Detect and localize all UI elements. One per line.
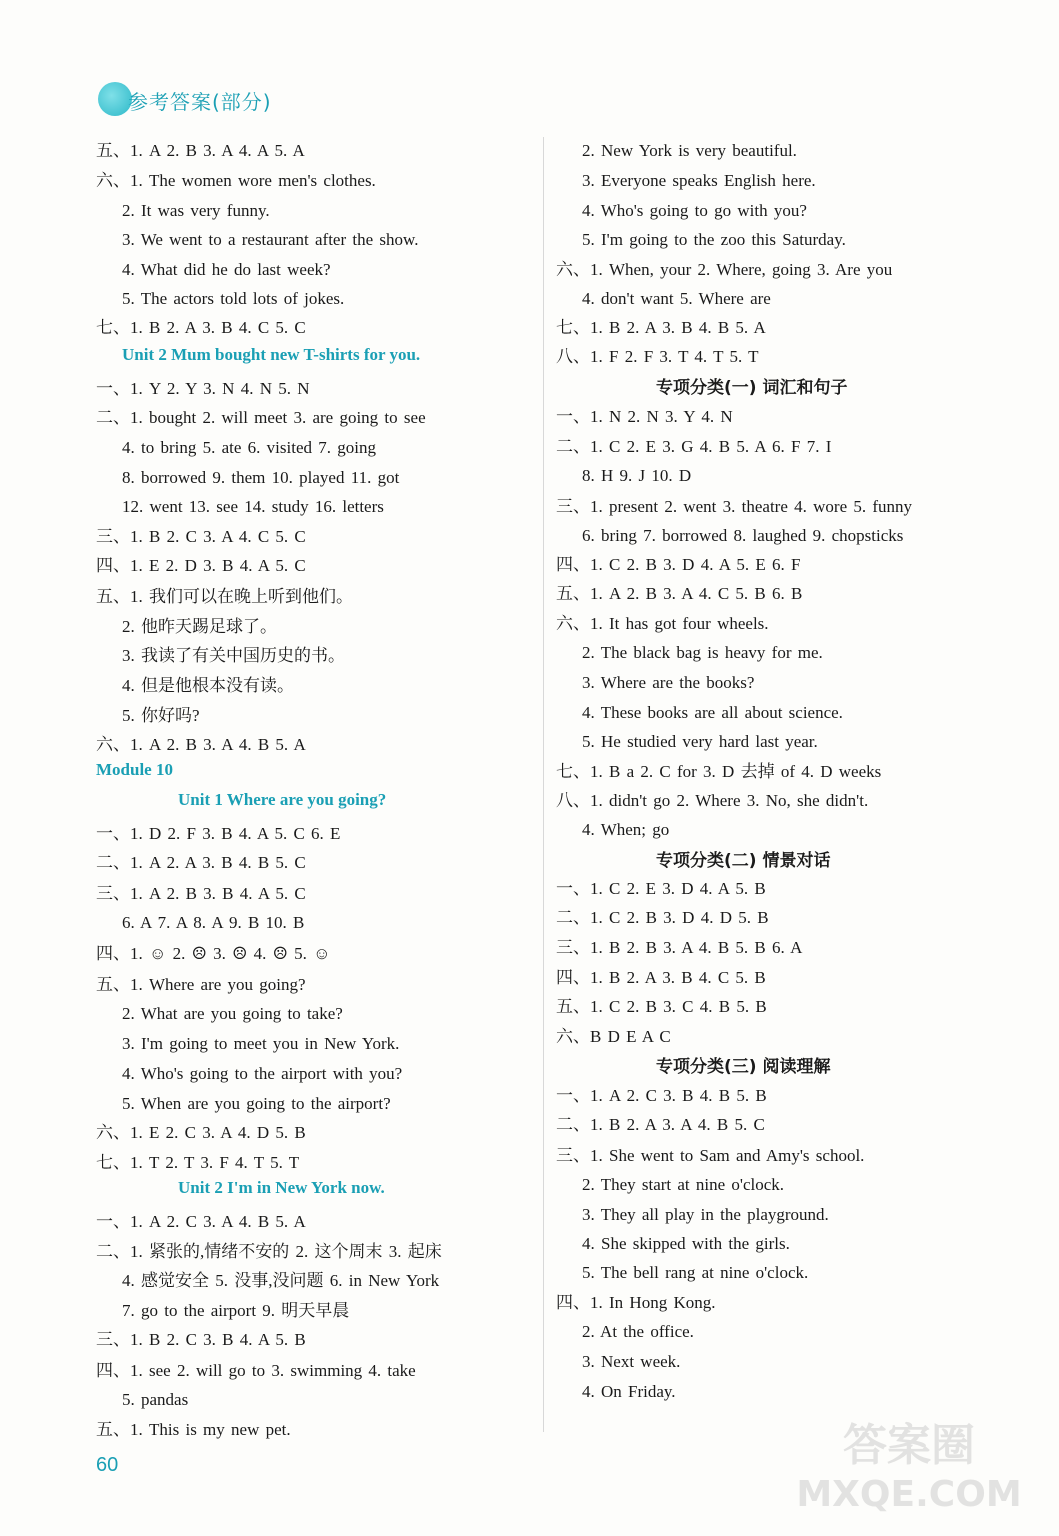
page-number: 60 <box>96 1454 119 1476</box>
answer-line: 二、1. A 2. A 3. B 4. B 5. C <box>96 853 306 872</box>
answer-line: 8. borrowed 9. them 10. played 11. got <box>122 468 400 487</box>
answer-line: 5. The bell rang at nine o'clock. <box>582 1263 809 1282</box>
answer-line: 4. 但是他根本没有读。 <box>122 676 294 695</box>
section-heading: Unit 2 Mum bought new T-shirts for you. <box>122 345 421 364</box>
page-header <box>92 84 272 116</box>
answer-line: 五、1. 我们可以在晚上听到他们。 <box>96 587 353 606</box>
answer-line: 4. to bring 5. ate 6. visited 7. going <box>122 438 376 457</box>
answer-line: 四、1. ☺ 2. ☹ 3. ☹ 4. ☹ 5. ☺ <box>96 944 331 963</box>
answer-line: 五、1. A 2. B 3. A 4. C 5. B 6. B <box>556 584 803 603</box>
answer-line: 二、1. C 2. B 3. D 4. D 5. B <box>556 908 769 927</box>
answer-line: 2. They start at nine o'clock. <box>582 1175 785 1194</box>
answer-line: 二、1. 紧张的,情绪不安的 2. 这个周末 3. 起床 <box>96 1242 442 1261</box>
watermark-text: MXQE.COM <box>796 1474 1022 1515</box>
answer-line: 五、1. Where are you going? <box>96 975 306 994</box>
answer-line: 2. It was very funny. <box>122 201 270 220</box>
answer-line: 6. bring 7. borrowed 8. laughed 9. chopsticks <box>582 526 904 545</box>
answer-line: 7. go to the airport 9. 明天早晨 <box>122 1301 350 1320</box>
answer-line: 六、1. A 2. B 3. A 4. B 5. A <box>96 735 306 754</box>
answer-line: 2. The black bag is heavy for me. <box>582 643 823 662</box>
answer-line: 5. 你好吗? <box>122 706 200 725</box>
answer-line: 3. Next week. <box>582 1352 681 1371</box>
answer-line: 四、1. In Hong Kong. <box>556 1293 716 1312</box>
answer-line: 六、1. It has got four wheels. <box>556 614 769 633</box>
answer-line: 六、1. The women wore men's clothes. <box>96 171 376 190</box>
answer-line: 一、1. A 2. C 3. B 4. B 5. B <box>556 1086 767 1105</box>
section-heading: Unit 1 Where are you going? <box>178 790 387 809</box>
section-heading: Unit 2 I'm in New York now. <box>178 1178 385 1197</box>
watermark-logo <box>789 1408 1029 1518</box>
answer-line: 八、1. F 2. F 3. T 4. T 5. T <box>556 347 759 366</box>
answer-line: 二、1. C 2. E 3. G 4. B 5. A 6. F 7. I <box>556 437 832 456</box>
answer-line: 二、1. bought 2. will meet 3. are going to see <box>96 408 426 427</box>
answer-line: 8. H 9. J 10. D <box>582 466 692 485</box>
answer-line: 五、1. A 2. B 3. A 4. A 5. A <box>96 141 305 160</box>
watermark-brand: 答案圈 <box>843 1420 975 1471</box>
answer-line: 七、1. B 2. A 3. B 4. C 5. C <box>96 318 306 337</box>
answer-line: 5. pandas <box>122 1390 189 1409</box>
answer-line: 一、1. Y 2. Y 3. N 4. N 5. N <box>96 379 310 398</box>
answer-line: 六、1. When, your 2. Where, going 3. Are you <box>556 260 893 279</box>
answer-line: 二、1. B 2. A 3. A 4. B 5. C <box>556 1115 765 1134</box>
answer-line: 四、1. see 2. will go to 3. swimming 4. take <box>96 1361 416 1380</box>
section-heading: 专项分类(二) 情景对话 <box>656 851 831 871</box>
answer-line: 4. Who's going to go with you? <box>582 201 807 220</box>
answer-line: 七、1. B 2. A 3. B 4. B 5. A <box>556 318 766 337</box>
answer-line: 5. I'm going to the zoo this Saturday. <box>582 230 846 249</box>
answer-line: 12. went 13. see 14. study 16. letters <box>122 497 384 516</box>
answer-line: 5. The actors told lots of jokes. <box>122 289 345 308</box>
answer-line: 3. They all play in the playground. <box>582 1205 829 1224</box>
section-heading: Module 10 <box>96 760 173 779</box>
answer-line: 2. What are you going to take? <box>122 1004 343 1023</box>
page-title: 参考答案(部分) <box>128 89 272 114</box>
answer-line: 3. I'm going to meet you in New York. <box>122 1034 400 1053</box>
answer-line: 五、1. This is my new pet. <box>96 1420 291 1439</box>
answer-line: 3. 我读了有关中国历史的书。 <box>122 646 345 665</box>
answer-line: 5. When are you going to the airport? <box>122 1094 391 1113</box>
answer-line: 2. New York is very beautiful. <box>582 141 797 160</box>
answer-line: 一、1. A 2. C 3. A 4. B 5. A <box>96 1212 306 1231</box>
answer-line: 4. Who's going to the airport with you? <box>122 1064 403 1083</box>
answer-line: 六、1. E 2. C 3. A 4. D 5. B <box>96 1123 306 1142</box>
answer-line: 五、1. C 2. B 3. C 4. B 5. B <box>556 997 767 1016</box>
answer-line: 四、1. B 2. A 3. B 4. C 5. B <box>556 968 766 987</box>
answer-line: 三、1. present 2. went 3. theatre 4. wore 5. funny <box>556 497 913 516</box>
answer-line: 六、B D E A C <box>556 1027 671 1046</box>
section-heading: 专项分类(三) 阅读理解 <box>656 1057 831 1077</box>
answer-line: 三、1. A 2. B 3. B 4. A 5. C <box>96 884 306 903</box>
answer-line: 3. Where are the books? <box>582 673 755 692</box>
answer-line: 4. She skipped with the girls. <box>582 1234 790 1253</box>
answer-line: 4. When; go <box>582 820 670 839</box>
answer-line: 三、1. B 2. C 3. A 4. C 5. C <box>96 527 306 546</box>
answer-line: 4. 感觉安全 5. 没事,没问题 6. in New York <box>122 1271 440 1290</box>
section-heading: 专项分类(一) 词汇和句子 <box>656 378 848 398</box>
column-divider <box>543 137 544 1432</box>
answer-line: 八、1. didn't go 2. Where 3. No, she didn't. <box>556 791 869 810</box>
answer-line: 4. On Friday. <box>582 1382 676 1401</box>
header-circle-icon <box>98 82 132 116</box>
answer-line: 四、1. C 2. B 3. D 4. A 5. E 6. F <box>556 555 801 574</box>
answer-line: 三、1. B 2. C 3. B 4. A 5. B <box>96 1330 306 1349</box>
answer-line: 七、1. B a 2. C for 3. D 去掉 of 4. D weeks <box>556 762 882 781</box>
answer-line: 三、1. B 2. B 3. A 4. B 5. B 6. A <box>556 938 803 957</box>
answer-line: 2. 他昨天踢足球了。 <box>122 617 277 636</box>
answer-line: 5. He studied very hard last year. <box>582 732 818 751</box>
answer-line: 七、1. T 2. T 3. F 4. T 5. T <box>96 1153 300 1172</box>
answer-line: 4. don't want 5. Where are <box>582 289 771 308</box>
answer-line: 6. A 7. A 8. A 9. B 10. B <box>122 913 305 932</box>
answer-line: 一、1. N 2. N 3. Y 4. N <box>556 407 733 426</box>
answer-line: 4. What did he do last week? <box>122 260 331 279</box>
answer-line: 2. At the office. <box>582 1322 694 1341</box>
answer-line: 四、1. E 2. D 3. B 4. A 5. C <box>96 556 306 575</box>
answer-line: 3. We went to a restaurant after the show. <box>122 230 419 249</box>
answer-line: 一、1. C 2. E 3. D 4. A 5. B <box>556 879 766 898</box>
answer-line: 3. Everyone speaks English here. <box>582 171 816 190</box>
answer-line: 4. These books are all about science. <box>582 703 843 722</box>
answer-line: 三、1. She went to Sam and Amy's school. <box>556 1146 865 1165</box>
answer-line: 一、1. D 2. F 3. B 4. A 5. C 6. E <box>96 824 341 843</box>
